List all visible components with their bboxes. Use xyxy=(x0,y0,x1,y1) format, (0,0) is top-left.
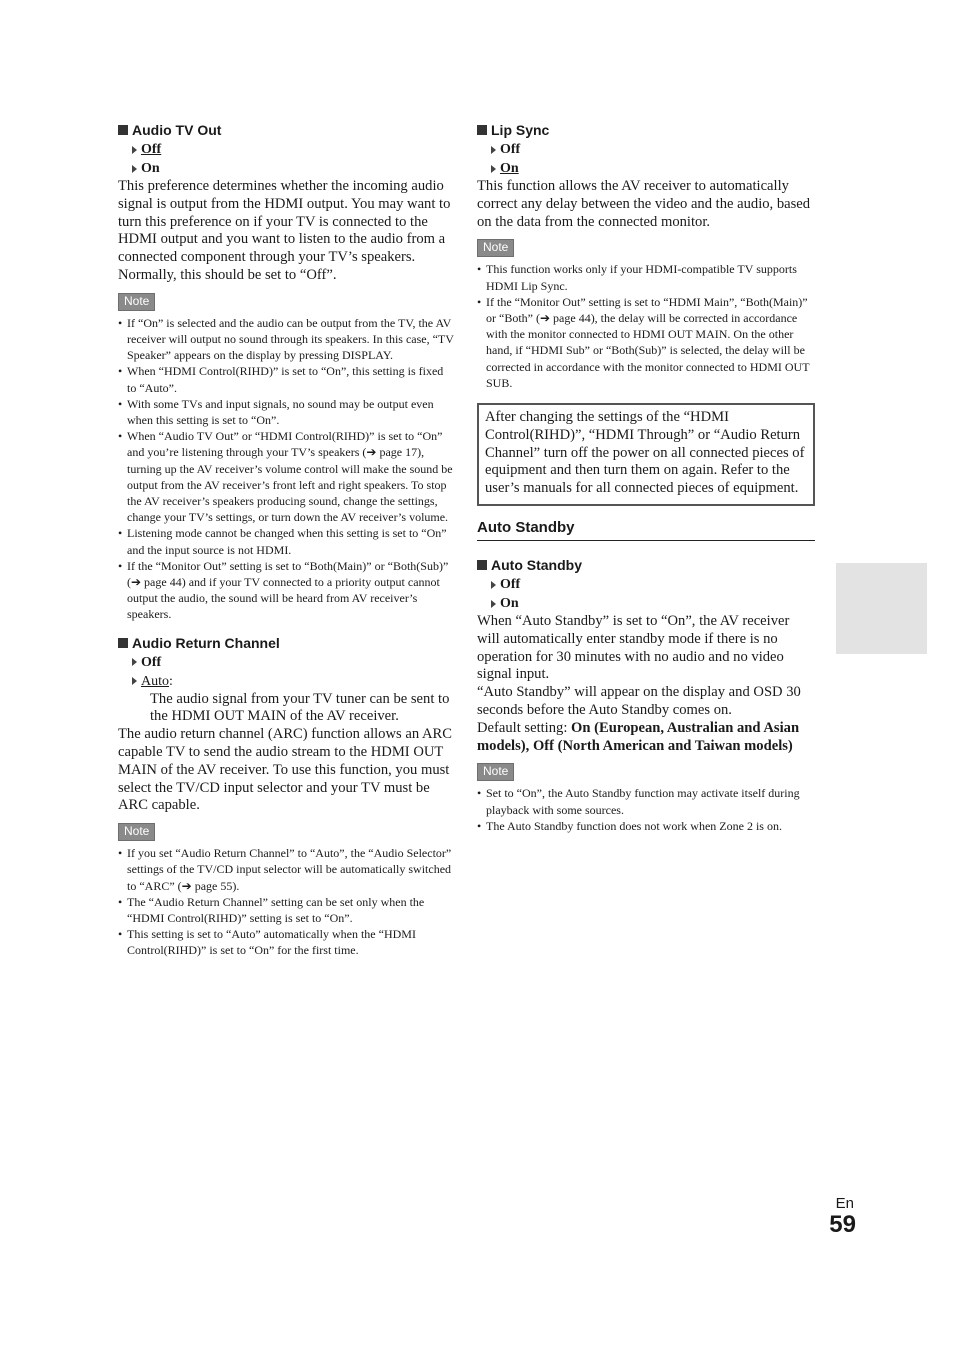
option-on: On xyxy=(132,159,454,178)
note-label: Note xyxy=(118,823,155,841)
lip-sync-heading: Lip Sync xyxy=(477,120,815,140)
arc-notes xyxy=(118,845,454,958)
audio-tv-out-notes xyxy=(118,315,454,623)
auto-option-description: The audio signal from your TV tuner can be sent to the HDMI OUT MAIN of the AV receiver. xyxy=(150,690,450,725)
auto-standby-display-text: “Auto Standby” will appear on the display and OSD 30 seconds before the Auto Standby comes on. xyxy=(477,684,801,718)
note-item: • When “HDMI Control(RIHD)” is set to “On”, this setting is fixed to “Auto”. xyxy=(118,363,454,395)
option-off: Off xyxy=(491,140,815,159)
audio-tv-out-heading: Audio TV Out xyxy=(118,120,454,140)
note-item: • If “On” is selected and the audio can be output from the TV, the AV receiver will output no sound through its speakers. In this case, “TV Speaker” appears on the display by pressing DISPLAY. xyxy=(118,315,454,364)
option-off: Off xyxy=(132,653,454,672)
lip-sync-description: This function allows the AV receiver to automatically correct any delay between the video and the audio, based on the data from the connected monitor. xyxy=(477,178,811,230)
note-item: • Listening mode cannot be changed when this setting is set to “On” and the input source is not HDMI. xyxy=(118,525,454,557)
option-on: On xyxy=(491,594,815,613)
audio-tv-out-description: This preference determines whether the incoming audio signal is output from the HDMI output. You may want to turn this preference on if your TV is connected to the HDMI output and you want to listen to the audio from a connected component through your TV’s speakers. Normally, this should be set to “Off”. xyxy=(118,178,451,283)
square-bullet-icon xyxy=(118,638,128,648)
note-item: • The “Audio Return Channel” setting can be set only when the “HDMI Control(RIHD)” setting is set to “On”. xyxy=(118,894,454,926)
square-bullet-icon xyxy=(477,125,487,135)
note-item: • If the “Monitor Out” setting is set to “Both(Main)” or “Both(Sub)” (➔ page 44) and if your TV connected to a priority output cannot output the audio, the sound will be heard from AV receiver’s speakers. xyxy=(118,558,454,623)
auto-standby-section-title: Auto Standby xyxy=(477,518,815,541)
lip-sync-notes xyxy=(477,261,815,391)
note-item: • Set to “On”, the Auto Standby function may activate itself during playback with some sources. xyxy=(477,785,815,817)
square-bullet-icon xyxy=(477,560,487,570)
triangle-icon xyxy=(491,146,496,154)
triangle-icon xyxy=(132,658,137,666)
auto-standby-description: When “Auto Standby” is set to “On”, the AV receiver will automatically enter standby mode if there is no operation for 30 minutes with no audio and no video signal input. xyxy=(477,613,790,683)
square-bullet-icon xyxy=(118,125,128,135)
note-item: • This setting is set to “Auto” automatically when the “HDMI Control(RIHD)” is set to “On” for the first time. xyxy=(118,926,454,958)
note-item: • The Auto Standby function does not work when Zone 2 is on. xyxy=(477,818,815,834)
audio-return-channel-heading: Audio Return Channel xyxy=(118,633,454,653)
triangle-icon xyxy=(132,677,137,685)
note-item: • If the “Monitor Out” setting is set to “HDMI Main”, “Both(Main)” or “Both” (➔ page 44), the delay will be corrected in accordance with the monitor connected to HDMI OUT MAIN. On the other hand, if “HDMI Sub” or “Both(Sub)” is selected, the delay will be corrected in accordance with the monitor connected to HDMI OUT SUB. xyxy=(477,294,815,391)
hdmi-settings-boxed-note: After changing the settings of the “HDMI Control(RIHD)”, “HDMI Through” or “Audio Return Channel” turn off the power on all connected pieces of equipment and then turn them on again. Refer to the user’s manuals for all connected pieces of equipment. xyxy=(477,403,815,506)
triangle-icon xyxy=(132,165,137,173)
triangle-icon xyxy=(491,581,496,589)
note-item: • When “Audio TV Out” or “HDMI Control(RIHD)” is set to “On” and you’re listening through your TV’s speakers (➔ page 17), turning up the AV receiver’s volume control will make the sound be output from the AV receiver’s front left and right speakers. To stop the AV receiver’s speakers producing sound, change the settings, change your TV’s settings, or turn down the AV receiver’s volume. xyxy=(118,428,454,525)
option-on: On xyxy=(491,159,815,178)
default-setting: Default setting: On (European, Australian and Asian models), Off (North American and Taiwan models) xyxy=(477,719,800,754)
page-number: 59 xyxy=(829,1211,856,1238)
note-label: Note xyxy=(477,239,514,257)
option-auto: Auto : xyxy=(132,672,454,691)
note-label: Note xyxy=(477,763,514,781)
note-item: • This function works only if your HDMI-compatible TV supports HDMI Lip Sync. xyxy=(477,261,815,293)
note-item: • With some TVs and input signals, no sound may be output even when this setting is set to “On”. xyxy=(118,396,454,428)
option-off: Off xyxy=(491,575,815,594)
note-label: Note xyxy=(118,293,155,311)
note-item: • If you set “Audio Return Channel” to “Auto”, the “Audio Selector” settings of the TV/CD input selector will be automatically switched to “ARC” (➔ page 55). xyxy=(118,845,454,894)
left-column xyxy=(118,120,454,959)
chapter-tab xyxy=(836,563,927,654)
page-language: En xyxy=(835,1195,854,1212)
right-column xyxy=(477,120,815,834)
arc-description: The audio return channel (ARC) function allows an ARC capable TV to send the audio stream to the HDMI OUT MAIN of the AV receiver. To use this function, you must select the TV/CD input selector and your TV must be ARC capable. xyxy=(118,726,452,814)
triangle-icon xyxy=(132,146,137,154)
triangle-icon xyxy=(491,600,496,608)
option-off: Off xyxy=(132,140,454,159)
auto-standby-heading: Auto Standby xyxy=(477,555,815,575)
triangle-icon xyxy=(491,165,496,173)
auto-standby-notes xyxy=(477,785,815,834)
